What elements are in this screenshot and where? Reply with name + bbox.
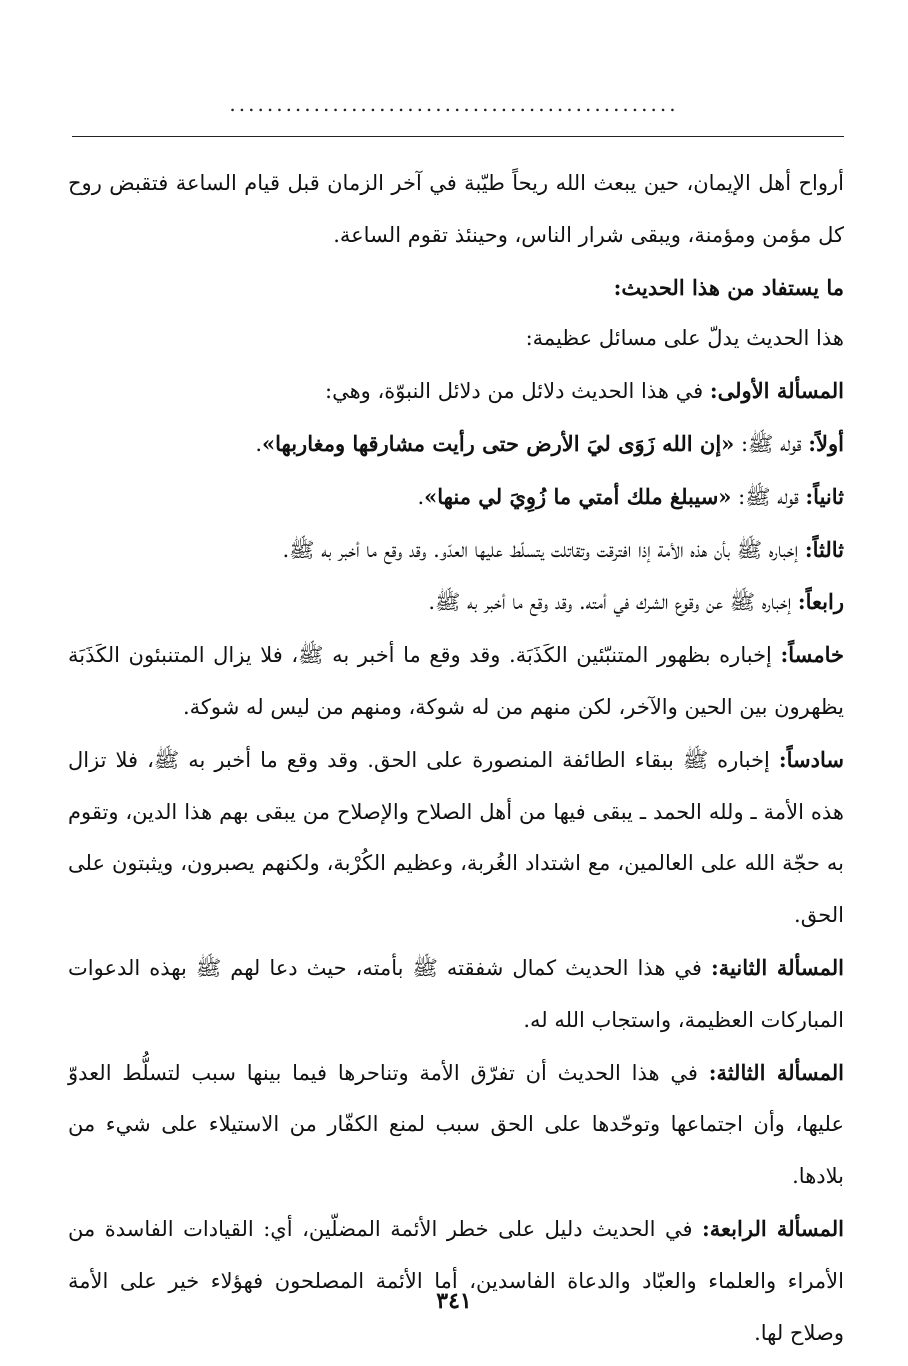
point-3-label: ثالثاً: xyxy=(804,536,844,562)
paragraph-continuation: أرواح أهل الإيمان، حين يبعث الله ريحاً طيّبة في آخر الزمان قبل قيام الساعة فتقبض روح كل مؤمن ومؤمنة، ويبقى شرار الناس، وحينئذ تقوم الساعة. xyxy=(68,171,844,247)
page-number: ٣٤١ xyxy=(436,1288,472,1314)
issue-2-label: المسألة الثانية: xyxy=(711,954,844,980)
issue-4 xyxy=(68,1203,844,1359)
point-1-quote: «إن الله زَوَى ليَ الأرض حتى رأيت مشارقها ومغاربها» xyxy=(262,430,735,456)
issue-1-text: في هذا الحديث دلائل من دلائل النبوّة، وهي: xyxy=(325,379,704,404)
point-2-quote: «سيبلغ ملك أمتي ما زُوِيَ لي منها» xyxy=(424,483,732,509)
point-4 xyxy=(68,576,844,629)
issue-2-text: في هذا الحديث كمال شفقته ﷺ بأمته، حيث دعا لهم ﷺ بهذه الدعوات المباركات العظيمة، واستجاب الله له. xyxy=(68,955,844,1032)
point-2 xyxy=(68,471,844,524)
separator-dots: ................................................ xyxy=(229,92,679,116)
point-3-text: إخباره ﷺ بأن هذه الأمة إذا افترقت وتقاتلت يتسلّط عليها العدّو. وقد وقع ما أخبر به ﷺ. xyxy=(282,537,799,562)
point-5 xyxy=(68,629,844,734)
intro-line: هذا الحديث يدلّ على مسائل عظيمة: xyxy=(525,326,844,351)
issue-1 xyxy=(68,365,844,418)
point-3 xyxy=(68,524,844,577)
point-2-label: ثانياً: xyxy=(805,483,844,509)
header-rule xyxy=(72,136,844,137)
point-6-label: سادساً: xyxy=(778,746,844,772)
point-5-text: إخباره بظهور المتنبّئين الكَذَبَة. وقد وقع ما أخبر به ﷺ، فلا يزال المتنبئون الكَذَبَة يظهرون بين الحين والآخر، لكن منهم من له شوكة، ومنهم من ليس له شوكة. xyxy=(68,643,844,719)
point-1-label: أولاً: xyxy=(808,430,844,456)
issue-3-text: في هذا الحديث أن تفرّق الأمة وتناحرها فيما بينها سبب لتسلُّط العدوّ عليها، وأن اجتماعها وتوحّدها على الحق سبب لمنع الكفّار من الاستيلاء على شيء من بلادها. xyxy=(68,1060,844,1189)
point-1-end: . xyxy=(255,431,262,456)
issue-3-label: المسألة الثالثة: xyxy=(708,1059,844,1085)
section-heading: ما يستفاد من هذا الحديث: xyxy=(613,274,844,300)
point-4-label: رابعاً: xyxy=(797,589,844,615)
point-2-end: . xyxy=(417,484,425,509)
issue-2 xyxy=(68,942,844,1047)
issue-4-label: المسألة الرابعة: xyxy=(702,1215,844,1241)
point-6 xyxy=(68,734,844,942)
point-4-text: إخباره ﷺ عن وقوع الشرك في أمته. وقد وقع ما أخبر به ﷺ. xyxy=(428,590,792,615)
issue-4-text: في الحديث دليل على خطر الأئمة المضلّين، أي: القيادات الفاسدة من الأمراء والعلماء والعبّاد والدعاة الفاسدين، أما الأئمة المصلحون فهؤلاء خير على الأمة وصلاح لها. xyxy=(68,1216,844,1345)
point-2-text: قوله ﷺ: xyxy=(731,484,799,509)
issue-3 xyxy=(68,1047,844,1203)
point-1 xyxy=(68,418,844,471)
page-body xyxy=(68,158,844,1359)
issue-1-label: المسألة الأولى: xyxy=(709,378,844,404)
point-1-text: قوله ﷺ: xyxy=(734,431,802,456)
point-5-label: خامساً: xyxy=(780,642,844,668)
point-6-text: إخباره ﷺ ببقاء الطائفة المنصورة على الحق. وقد وقع ما أخبر به ﷺ، فلا تزال هذه الأمة ـ ولله الحمد ـ يبقى فيها من أهل الصلاح والإصلاح من يبقى بهم هذا الدين، وتقوم به حجّة الله على العالمين، مع اشتداد الغُربة، وعظيم الكُرْبة، ولكنهم يصبرون، ويثبتون على الحق. xyxy=(68,747,844,928)
